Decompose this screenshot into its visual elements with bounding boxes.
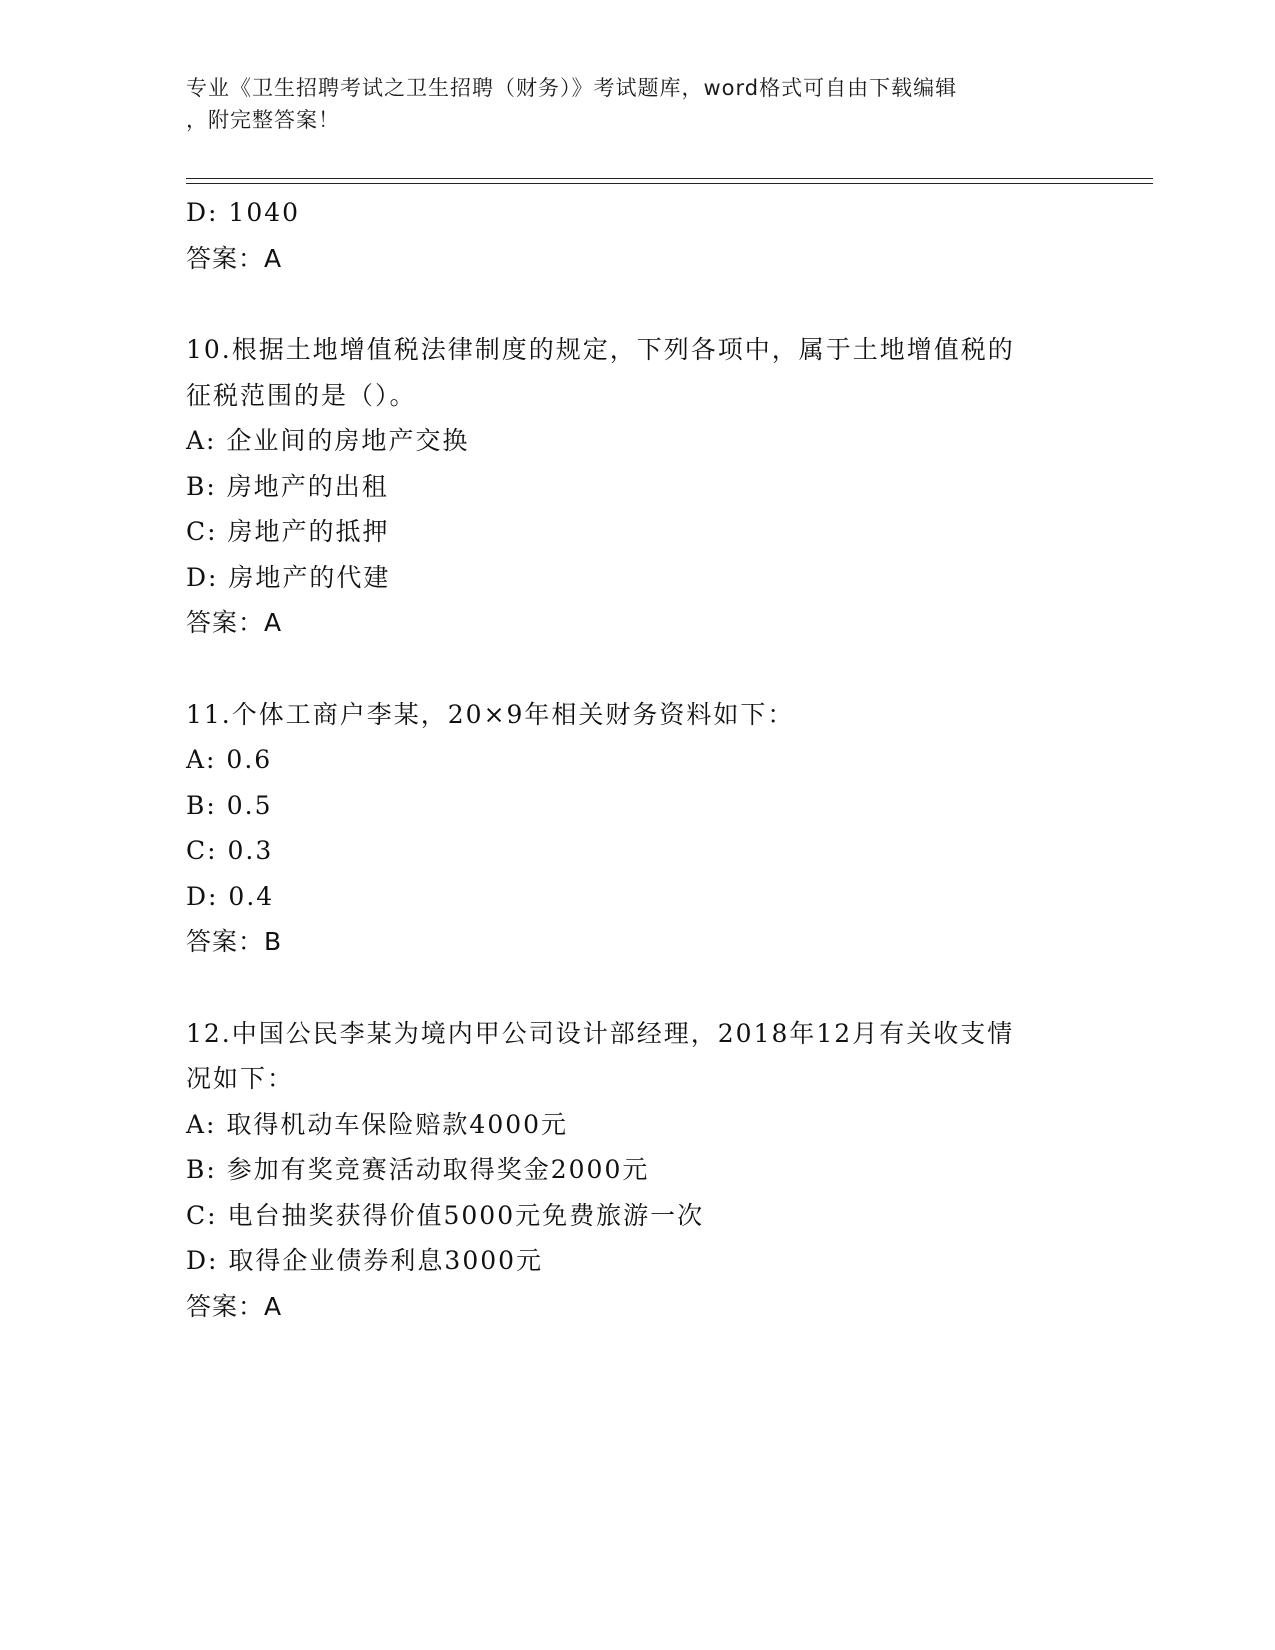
option-a: A: 企业间的房地产交换 [186,426,470,455]
option-c: C: 0.3 [186,836,274,865]
answer-label: 答案：A [186,243,283,273]
question-list [186,190,1086,1329]
question-spacer [186,646,1086,692]
option-a: A: 取得机动车保险赔款4000元 [186,1109,569,1139]
question-spacer [186,965,1086,1011]
option-d: D: 1040 [186,198,301,227]
document-header [186,72,1086,136]
question-stem-line-1: 11.个体工商户李某，20×9年相关财务资料如下： [186,699,795,729]
question-10 [186,327,1086,646]
header-title-line-1: 专业《卫生招聘考试之卫生招聘（财务）》考试题库，word格式可自由下载编辑 [186,76,958,100]
question-12 [186,1011,1086,1330]
option-d: D: 取得企业债券利息3000元 [186,1246,544,1275]
question-stem-line-2: 况如下： [186,1064,295,1093]
question-stem-line-2: 征税范围的是（）。 [186,380,417,410]
question-11 [186,692,1086,965]
option-b: B: 参加有奖竞赛活动取得奖金2000元 [186,1155,650,1184]
question-stem-line-1: 12.中国公民李某为境内甲公司设计部经理，2018年12月有关收支情 [186,1018,1015,1048]
option-b: B: 0.5 [186,790,273,820]
question-9-tail [186,190,1086,281]
option-c: C: 房地产的抵押 [186,517,390,546]
question-spacer [186,281,1086,327]
answer-label: 答案：A [186,608,283,637]
header-divider-top [186,178,1153,179]
header-title-line-2: ，附完整答案！ [186,108,340,132]
option-d: D: 房地产的代建 [186,562,391,592]
option-c: C: 电台抽奖获得价值5000元免费旅游一次 [186,1200,705,1230]
answer-label: 答案：A [186,1291,283,1321]
question-stem-line-1: 10.根据土地增值税法律制度的规定，下列各项中，属于土地增值税的 [186,335,1015,364]
option-d: D: 0.4 [186,881,275,911]
option-b: B: 房地产的出租 [186,471,389,501]
header-divider-bottom [186,183,1153,184]
answer-label: 答案：B [186,927,283,956]
option-a: A: 0.6 [186,745,273,774]
